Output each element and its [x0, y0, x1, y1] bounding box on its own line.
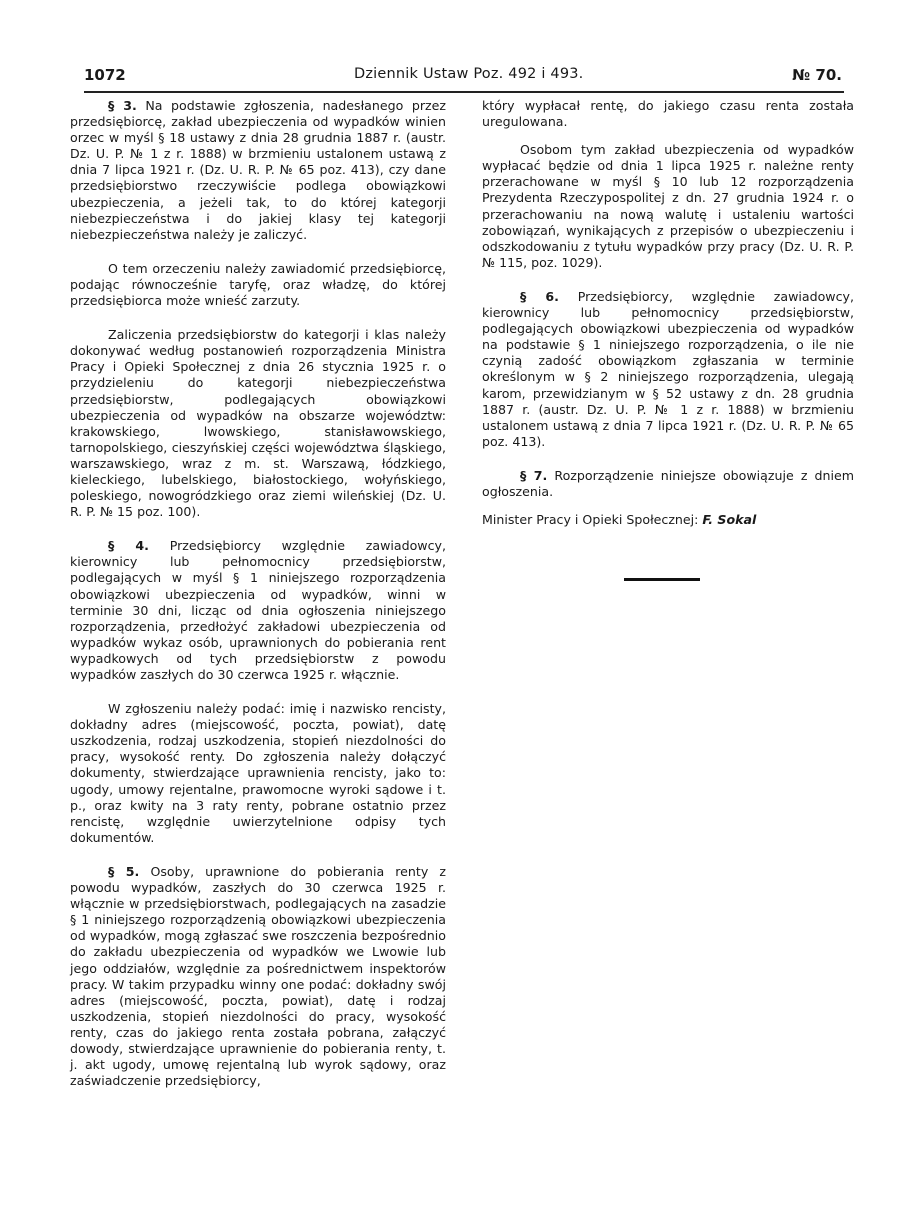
section-mark: § 6. — [520, 288, 559, 304]
paragraph-sec-5 — [70, 864, 446, 1089]
paragraph — [70, 261, 446, 309]
paragraph-text: O tem orzeczeniu należy zawiadomić przedsiębiorcę, podając równocześnie taryfę, oraz władzę, do której przedsiębiorca może wnieść zarzuty. — [70, 260, 446, 309]
section-mark: § 5. — [108, 863, 140, 879]
paragraph — [70, 701, 446, 846]
paragraph-text: Na podstawie zgłoszenia, nadesłanego przez przedsiębiorcę, zakład ubezpieczenia od wypadków winien orzec w myśl § 18 ustawy z dnia 28 grudnia 1887 r. (austr. Dz. U. P. № 1 z r. 1888) w brzmieniu ustalonem ustawą z dnia 7 lipca 1921 r. (Dz. U. R. P. № 65 poz. 413), czy dane przedsiębiorstwo rzeczywiście podlega obowiązkowi ubezpieczenia, a jeżeli tak, to do której kategorji niebezpieczeństwa i do jakiej klasy tej kategorji niebezpieczeństwa należy je zaliczyć. — [70, 98, 446, 242]
header-rule — [84, 91, 844, 93]
section-mark: § 4. — [108, 538, 149, 554]
signature-label: Minister Pracy i Opieki Społecznej: — [482, 512, 699, 528]
paragraph-text: który wypłacał rentę, do jakiego czasu renta została uregulowana. — [482, 98, 854, 130]
paragraph-text: Osoby, uprawnione do pobierania renty z powodu wypadków, zaszłych do 30 czerwca 1925 r. włącznie w przedsiębiorstwach, podlegających na zasadzie § 1 niniejszego rozporządzenią obowiązkowi ubezpieczenia od wypadków, mogą zgłaszać swe roszczenia bezpośrednio do zakładu ubezpieczenia od wypadków we Lwowie lub jego oddziałów, względnie za pośrednictwem inspektorów pracy. W takim przypadku winny one podać: dokładny swój adres (miejscowość, poczta, powiat), datę i rodzaj uszkodzenia, stopień niezdolności do pracy, wysokość renty, czas do jakiego renta została pobrana, załączyć dowody, stwierdzające uprawnienie do pobierania renty, t. j. akt ugody, umowę rejentalną lub wyrok sądowy, oraz zaświadczenie przedsiębiorcy, — [70, 863, 446, 1089]
section-mark: § 7. — [520, 467, 548, 483]
paragraph-sec-4 — [70, 538, 446, 683]
signature-name: F. Sokal — [702, 512, 757, 528]
paragraph — [482, 142, 854, 271]
paragraph-text: Zaliczenia przedsiębiorstw do kategorji i klas należy dokonywać według postanowień rozporządzenia Ministra Pracy i Opieki Społecznej z dnia 26 stycznia 1925 r. o przydzieleniu do kategorji niebezpieczeństwa przedsiębiorstw, podlegających obowiązkowi ubezpieczenia od wypadków na obszarze województw: krakowskiego, lwowskiego, stanisławowskiego, tarnopolskiego, cieszyńskiej części województwa śląskiego, warszawskiego, wraz z m. st. Warszawą, łódzkiego, kieleckiego, lubelskiego, białostockiego, wołyńskiego, poleskiego, nowogródzkiego oraz ziemi wileńskiej (Dz. U. R. P. № 15 poz. 100). — [70, 327, 446, 520]
paragraph-text: Rozporządzenie niniejsze obowiązuje z dniem ogłoszenia. — [482, 467, 854, 499]
journal-title: Dziennik Ustaw Poz. 492 i 493. — [354, 66, 584, 82]
issue-number: № 70. — [792, 66, 842, 84]
section-separator — [624, 578, 700, 581]
paragraph — [70, 327, 446, 520]
paragraph-sec-3 — [70, 98, 446, 243]
page-number: 1072 — [84, 66, 126, 84]
paragraph-text: W zgłoszeniu należy podać: imię i nazwisko rencisty, dokładny adres (miejscowość, poczta, powiat), datę uszkodzenia, rodzaj uszkodzenia, stopień niezdolności do pracy, wysokość renty. Do zgłoszenia należy dołączyć dokumenty, stwierdzające uprawnienia rencisty, jako to: ugody, umowy rejentalne, prawomocne wyroki sądowe i t. p., oraz kwity na 3 raty renty, pobrane ostatnio przez rencistę, względnie uwierzytelnione odpisy tych dokumentów. — [70, 701, 446, 845]
paragraph — [482, 98, 854, 130]
paragraph-text: Osobom tym zakład ubezpieczenia od wypadków wypłacać będzie od dnia 1 lipca 1925 r. należne renty przerachowane w myśl § 10 lub 12 rozporządzenia Prezydenta Rzeczypospolitej z dn. 27 grudnia 1924 r. o przerachowaniu na nową walutę i ustaleniu wartości zobowiązań, wynikających z przepisów o ubezpieczeniu i odszkodowaniu z tytułu wypadków przy pracy (Dz. U. R. P. № 115, poz. 1029). — [482, 142, 854, 270]
paragraph-sec-6 — [482, 289, 854, 450]
page-header — [84, 66, 842, 88]
section-mark: § 3. — [108, 98, 137, 113]
paragraph-sec-7 — [482, 468, 854, 500]
signature — [482, 512, 854, 528]
right-column — [482, 98, 854, 546]
left-column — [70, 98, 446, 1107]
paragraph-text: Przedsiębiorcy, względnie zawiadowcy, kierownicy lub pełnomocnicy przedsiębiorstw, podlegających obowiązkowi ubezpieczenia od wypadków na podstawie § 1 niniejszego rozporządzenia, o ile nie czynią zadość obowiązkom zgłaszania w terminie określonym w § 2 niniejszego rozporządzenia, ulegają karom, przewidzianym w § 52 ustawy z dn. 28 grudnia 1887 r. (austr. Dz. U. P. № 1 z r. 1888) w brzmieniu ustalonem ustawą z dnia 7 lipca 1921 r. (Dz. U. R. P. № 65 poz. 413). — [482, 288, 854, 449]
paragraph-text: Przedsiębiorcy względnie zawiadowcy, kierownicy lub pełnomocnicy przedsiębiorstw, podlegających w myśl § 1 niniejszego rozporządzenia obowiązkowi ubezpieczenia od wypadków, winni w terminie 30 dni, licząc od dnia ogłoszenia niniejszego rozporządzenia, przedłożyć zakładowi ubezpieczenia od wypadków wykaz osób, uprawnionych do pobierania rent wypadkowych od tych przedsiębiorstw z powodu wypadków zaszłych do 30 czerwca 1925 r. włącznie. — [70, 538, 446, 682]
